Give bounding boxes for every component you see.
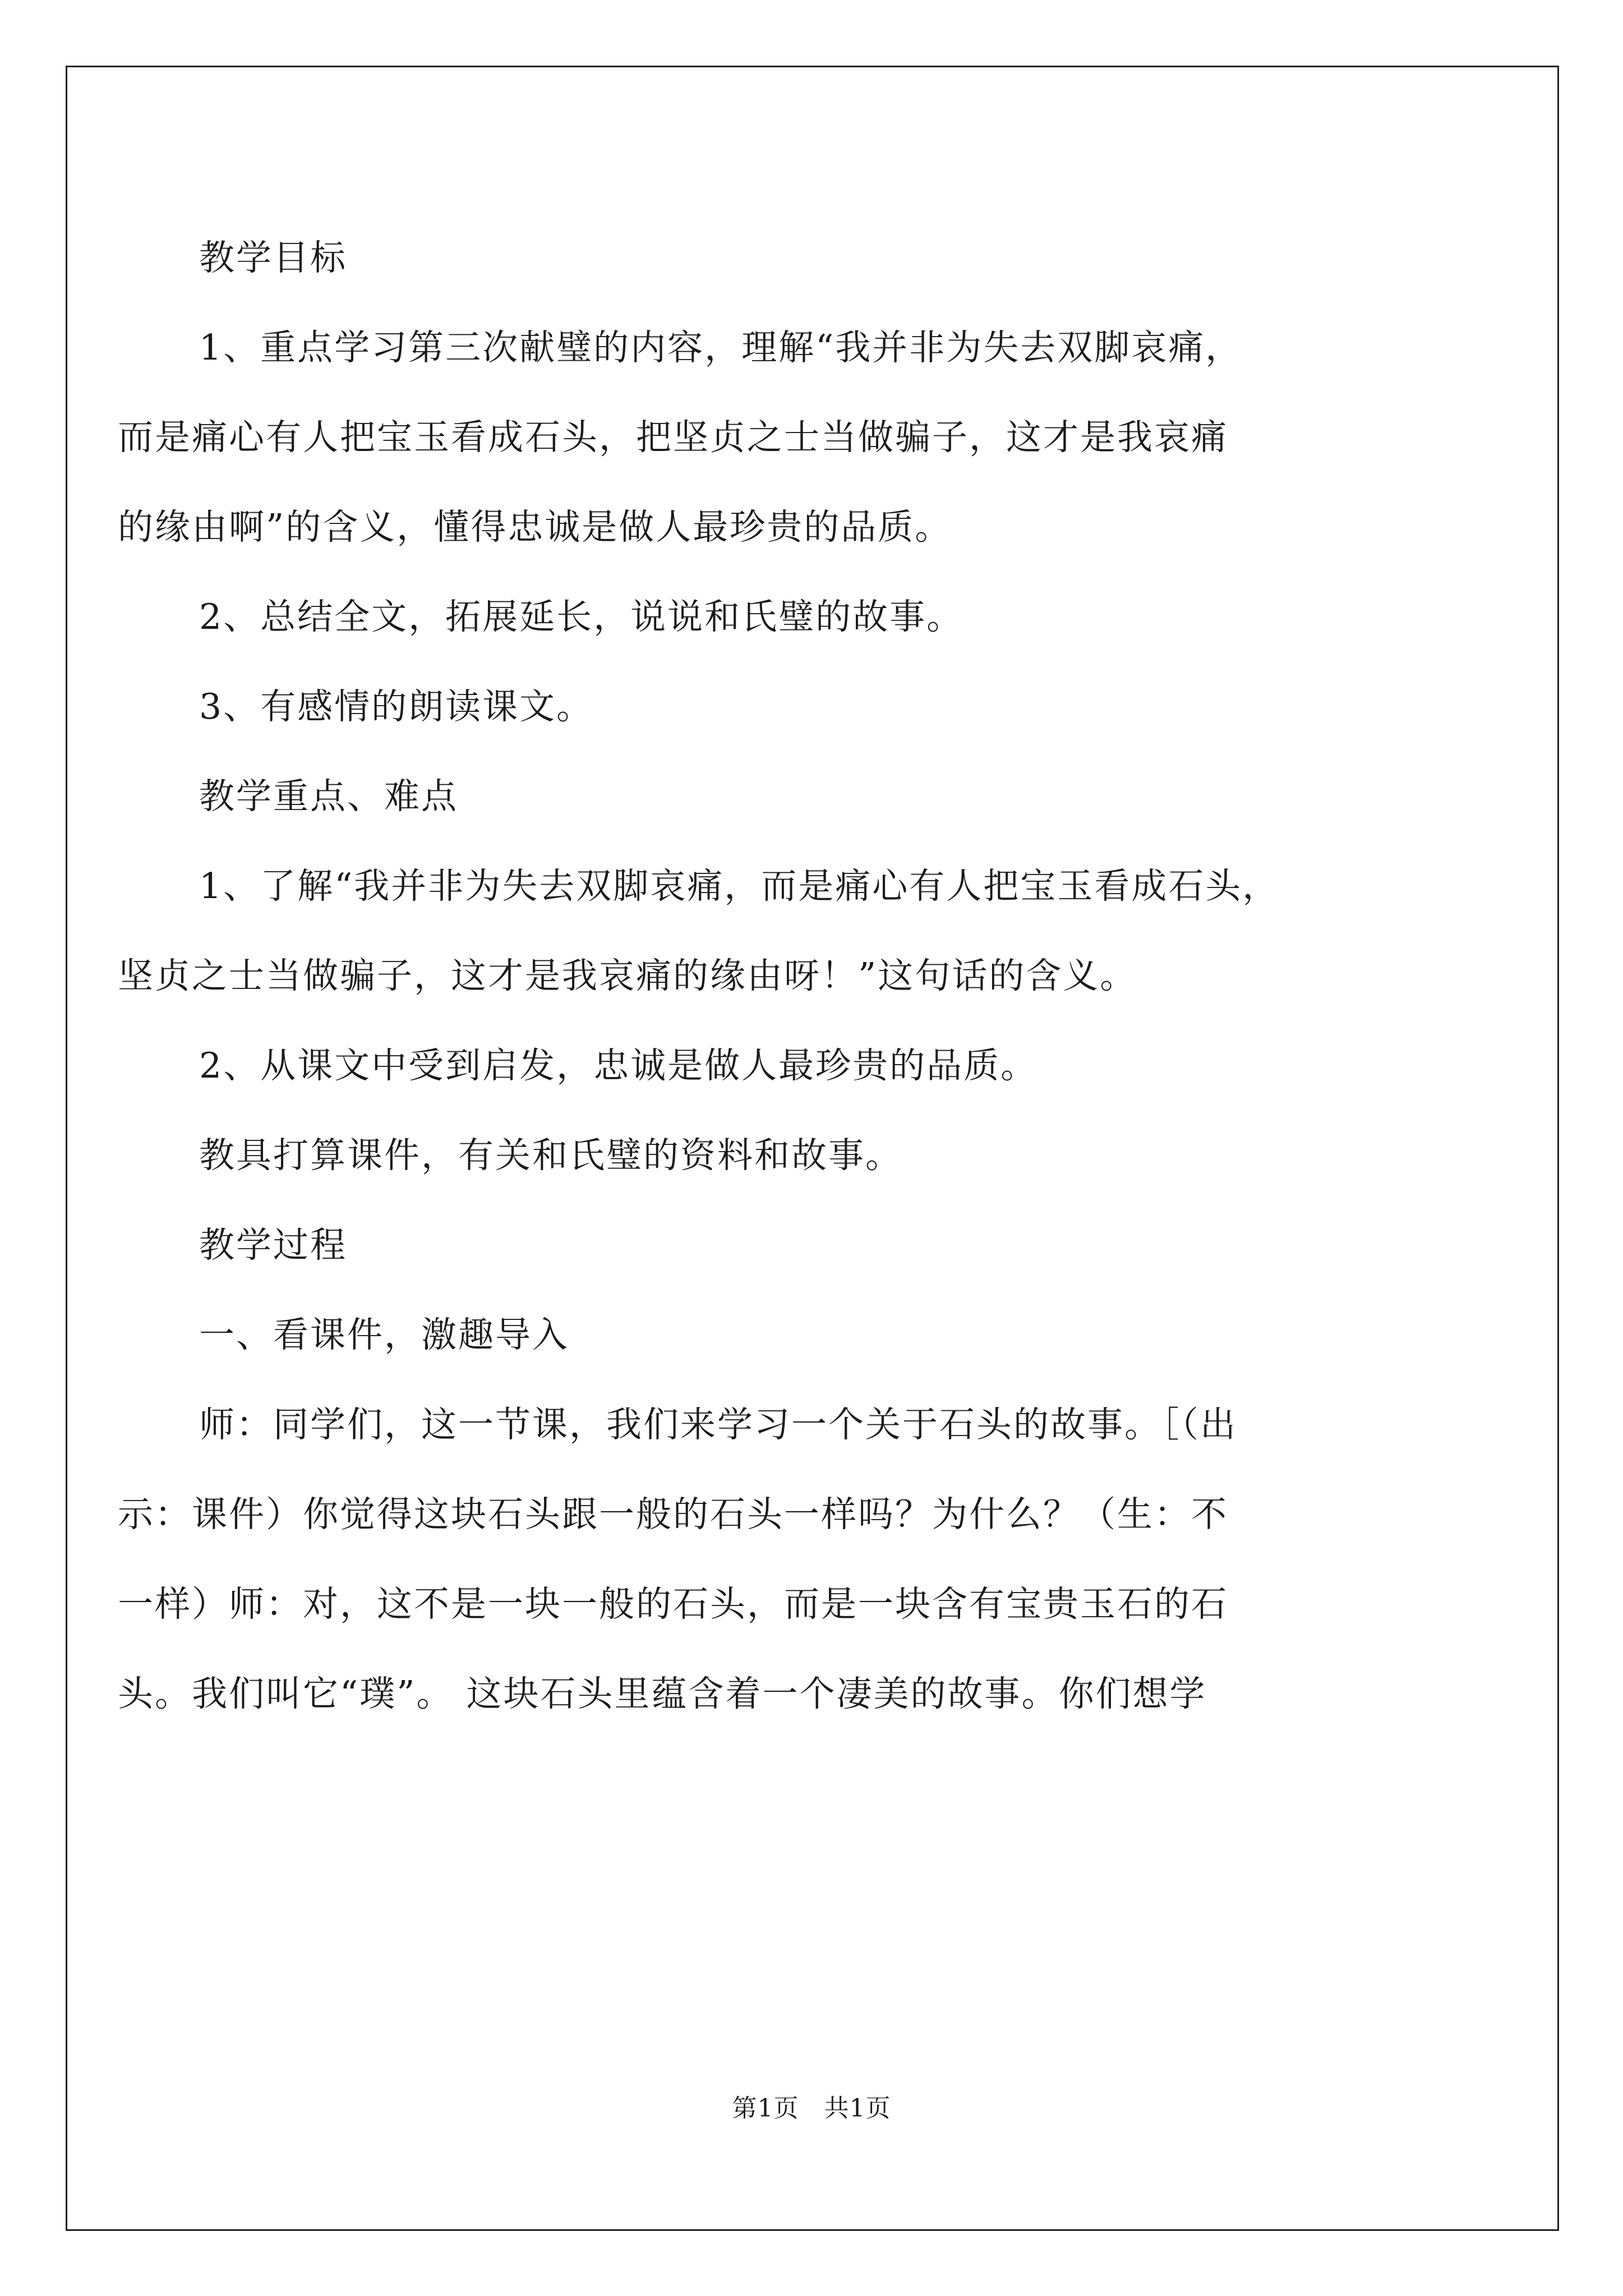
paragraph-line: 2、从课文中受到启发，忠诚是做人最珍贵的品质。 <box>199 1045 1038 1086</box>
paragraph-line: 示：课件）你觉得这块石头跟一般的石头一样吗？为什么？（生：不 <box>118 1494 1228 1535</box>
paragraph-teacher-intro <box>118 1380 1357 1739</box>
paragraph-line: 而是痛心有人把宝玉看成石头，把坚贞之士当做骗子，这才是我哀痛 <box>118 417 1228 458</box>
paragraph-line: 教具打算课件，有关和氏璧的资料和故事。 <box>199 1135 902 1176</box>
paragraph-key-point-2 <box>118 1021 1357 1111</box>
paragraph-line: 2、总结全文，拓展延长，说说和氏璧的故事。 <box>199 596 964 637</box>
paragraph-line: 师：同学们，这一节课，我们来学习一个关于石头的故事。［（出 <box>199 1404 1237 1445</box>
paragraph-line: 坚贞之士当做骗子，这才是我哀痛的缘由呀！”这句话的含义。 <box>118 955 1137 996</box>
paragraph-line: 1、重点学习第三次献璧的内容，理解“我并非为失去双脚哀痛， <box>199 327 1243 368</box>
paragraph-key-point-1 <box>118 841 1357 1021</box>
paragraph-objective-2 <box>118 572 1357 662</box>
paragraph-line: 教学目标 <box>199 237 347 278</box>
paragraph-objective-1 <box>118 303 1357 572</box>
document-body <box>118 213 1438 1739</box>
paragraph-heading-key-points <box>118 752 1357 841</box>
paragraph-line: 教学重点、难点 <box>199 776 458 817</box>
paragraph-objective-3 <box>118 662 1357 752</box>
paragraph-line: 头。我们叫它“璞”。 这块石头里蕴含着一个凄美的故事。你们想学 <box>118 1673 1207 1714</box>
paragraph-line: 一、看课件，激趣导入 <box>199 1314 569 1355</box>
paragraph-line: 教学过程 <box>199 1225 347 1266</box>
paragraph-heading-objectives <box>118 213 1357 303</box>
paragraph-line: 1、了解“我并非为失去双脚哀痛，而是痛心有人把宝玉看成石头， <box>199 866 1280 907</box>
paragraph-heading-process <box>118 1200 1357 1290</box>
paragraph-line: 3、有感情的朗读课文。 <box>199 686 594 727</box>
paragraph-teaching-aids <box>118 1111 1357 1200</box>
paragraph-line: 一样）师：对，这不是一块一般的石头，而是一块含有宝贵玉石的石 <box>118 1584 1228 1625</box>
paragraph-section-one <box>118 1290 1357 1380</box>
paragraph-line: 的缘由啊”的含义，懂得忠诚是做人最珍贵的品质。 <box>118 507 952 547</box>
page-number-footer: 第1页 共1页 <box>732 2094 891 2123</box>
